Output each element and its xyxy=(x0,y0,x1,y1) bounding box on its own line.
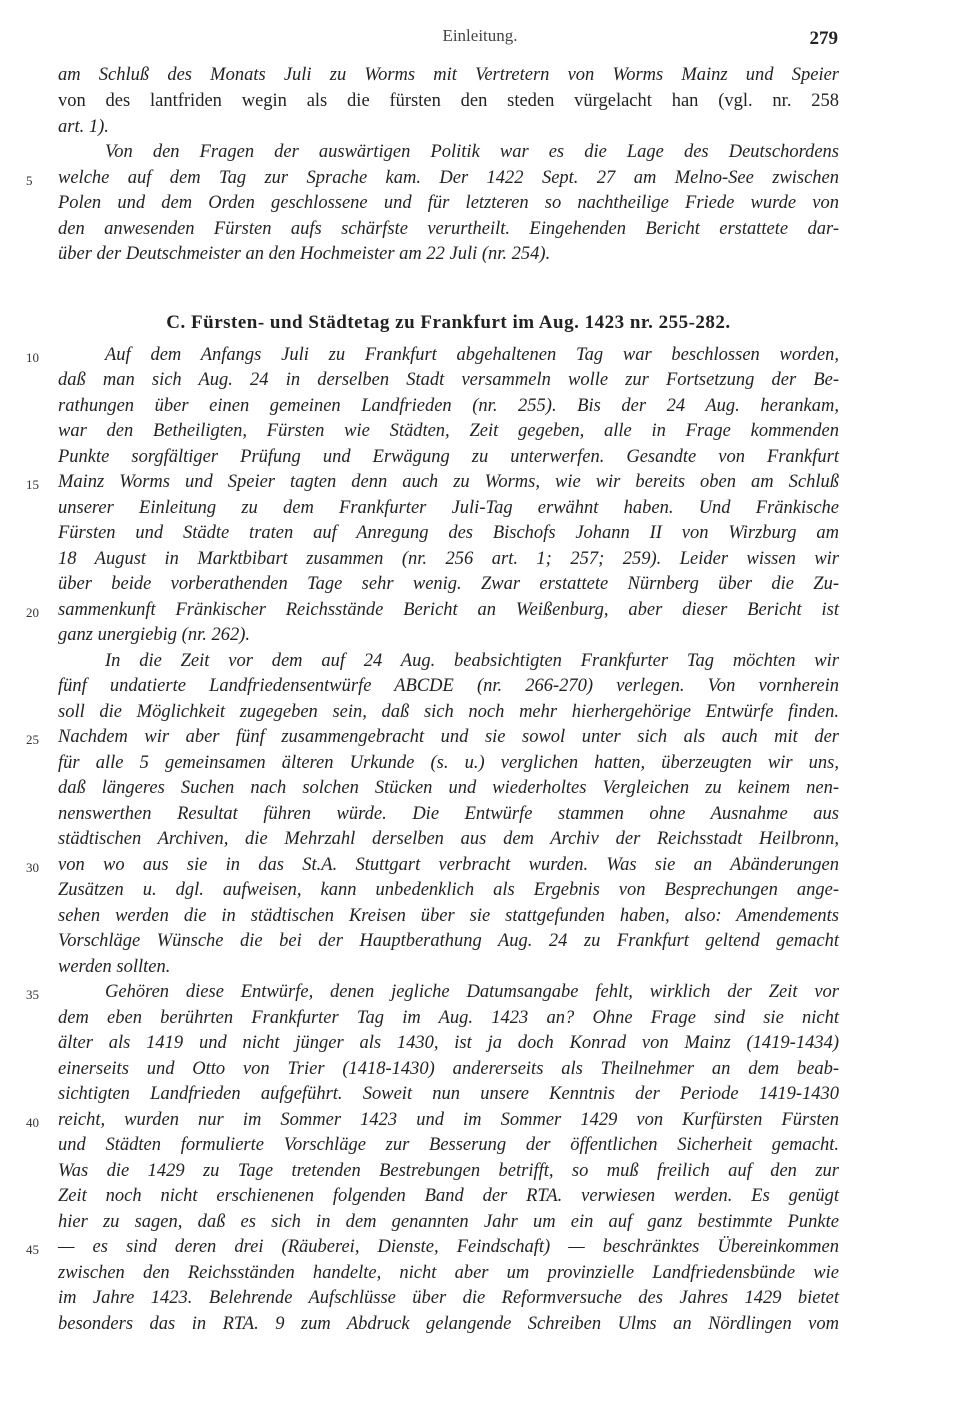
text-line: — es sind deren drei (Räuberei, Dienste, Feindschaft) — beschränktes Übereinkommen xyxy=(58,1237,839,1257)
running-title: Einleitung. xyxy=(442,26,518,45)
running-head xyxy=(0,26,960,56)
text-line: Was die 1429 zu Tage tretenden Bestrebungen betrifft, so muß freilich auf den zur xyxy=(58,1161,839,1181)
text-line: im Jahre 1423. Belehrende Aufschlüsse über die Reformversuche des Jahres 1429 bietet xyxy=(58,1288,839,1308)
text-line: Vorschläge Wünsche die bei der Hauptberathung Aug. 24 zu Frankfurt geltend gemacht xyxy=(58,931,839,951)
line-number: 5 xyxy=(26,173,33,188)
line-number: 35 xyxy=(26,987,39,1002)
text-line: Auf dem Anfangs Juli zu Frankfurt abgehaltenen Tag war beschlossen worden, xyxy=(105,345,839,365)
text-line: den anwesenden Fürsten aufs schärfste verurtheilt. Eingehenden Bericht erstattete dar- xyxy=(58,219,839,239)
text-line: fünf undatierte Landfriedensentwürfe ABCDE (nr. 266-270) verlegen. Von vornherein xyxy=(58,676,839,696)
text-line: unserer Einleitung zu dem Frankfurter Juli-Tag erwähnt haben. Und Fränkische xyxy=(58,498,839,518)
text-line xyxy=(58,90,839,112)
text-line: einerseits und Otto von Trier (1418-1430) andererseits als Theilnehmer an dem beab- xyxy=(58,1059,839,1079)
text-line: Zeit noch nicht erschienenen folgenden Band der RTA. verwiesen werden. Es genügt xyxy=(58,1186,839,1206)
text-line: Von den Fragen der auswärtigen Politik war es die Lage des Deutschordens xyxy=(105,142,839,162)
text-line: ganz unergiebig (nr. 262). xyxy=(58,625,251,645)
text-line: dem eben berührten Frankfurter Tag im Aug. 1423 an? Ohne Frage sind sie nicht xyxy=(58,1008,839,1028)
section-heading: C. Fürsten- und Städtetag zu Frankfurt im Aug. 1423 nr. 255-282. xyxy=(166,312,731,333)
text-line: Gehören diese Entwürfe, denen jegliche Datumsangabe fehlt, wirklich der Zeit vor xyxy=(105,982,839,1002)
line-number: 15 xyxy=(26,477,39,492)
text-line: sichtigten Landfrieden aufgeführt. Soweit nun unsere Kenntnis der Periode 1419-1430 xyxy=(58,1084,839,1104)
text-line: reicht, wurden nur im Sommer 1423 und im Sommer 1429 von Kurfürsten Fürsten xyxy=(58,1110,839,1130)
text-line: Zusätzen u. dgl. aufweisen, kann unbedenklich als Ergebnis von Besprechungen ange- xyxy=(58,880,839,900)
text-line: Nachdem wir aber fünf zusammengebracht und sie sowol unter sich als auch mit der xyxy=(58,727,839,747)
text-line: älter als 1419 und nicht jünger als 1430, ist ja doch Konrad von Mainz (1419-1434) xyxy=(58,1033,839,1053)
text-line: werden sollten. xyxy=(58,957,171,977)
text-line: besonders das in RTA. 9 zum Abdruck gelangende Schreiben Ulms an Nördlingen vom xyxy=(58,1314,839,1334)
text-line: 18 August in Marktbibart zusammen (nr. 256 art. 1; 257; 259). Leider wissen wir xyxy=(58,549,839,569)
text-line: daß längeres Suchen nach solchen Stücken und wiederholtes Vergleichen zu keinem nen- xyxy=(58,778,839,798)
text-line: daß man sich Aug. 24 in derselben Stadt versammeln wolle zur Fortsetzung der Be- xyxy=(58,370,839,390)
text-line: nenswerthen Resultat führen würde. Die Entwürfe stammen ohne Ausnahme aus xyxy=(58,804,839,824)
text-line: Mainz Worms und Speier tagten denn auch zu Worms, wie wir bereits oben am Schluß xyxy=(58,472,839,492)
text-line: von wo aus sie in das St.A. Stuttgart verbracht wurden. Was sie an Abänderungen xyxy=(58,855,839,875)
text-line: sammenkunft Fränkischer Reichsstände Bericht an Weißenburg, aber dieser Bericht ist xyxy=(58,600,839,620)
line-number: 30 xyxy=(26,860,39,875)
line-number: 25 xyxy=(26,732,39,747)
line-number: 10 xyxy=(26,350,39,365)
quote-segment: von des lantfriden wegin als die fürsten den steden vürgelacht han (vgl. nr. 258 xyxy=(58,91,839,111)
text-line: Punkte sorgfältiger Prüfung und Erwägung zu unterwerfen. Gesandte von Frankfurt xyxy=(58,447,839,467)
text-line: art. 1). xyxy=(58,117,109,137)
text-line: zwischen den Reichsständen handelte, nicht aber um provinzielle Landfriedensbünde wie xyxy=(58,1263,839,1283)
text-line: am Schluß des Monats Juli zu Worms mit Vertretern von Worms Mainz und Speier xyxy=(58,65,839,85)
text-line: Polen und dem Orden geschlossene und für letzteren so nachtheilige Friede wurde von xyxy=(58,193,839,213)
text-line: und Städten formulierte Vorschläge zur Besserung der öffentlichen Sicherheit gemacht. xyxy=(58,1135,839,1155)
text-line: für alle 5 gemeinsamen älteren Urkunde (s. u.) verglichen hatten, überzeugten wir uns, xyxy=(58,753,839,773)
text-line: Fürsten und Städte traten auf Anregung des Bischofs Johann II von Wirzburg am xyxy=(58,523,839,543)
text-line: städtischen Archiven, die Mehrzahl derselben aus dem Archiv der Reichsstadt Heilbronn, xyxy=(58,829,839,849)
text-line: über beide vorberathenden Tage sehr wenig. Zwar erstattete Nürnberg über die Zu- xyxy=(58,574,839,594)
text-line: In die Zeit vor dem auf 24 Aug. beabsichtigten Frankfurter Tag möchten wir xyxy=(105,651,839,671)
line-number: 20 xyxy=(26,605,39,620)
line-number: 40 xyxy=(26,1115,39,1130)
text-line: war den Betheiligten, Fürsten wie Städten, Zeit gegeben, alle in Frage kommenden xyxy=(58,421,839,441)
text-line: sehen werden die in städtischen Kreisen über sie stattgefunden haben, also: Amendements xyxy=(58,906,839,926)
text-line: über der Deutschmeister an den Hochmeister am 22 Juli (nr. 254). xyxy=(58,244,551,264)
line-number: 45 xyxy=(26,1242,39,1257)
text-line: soll die Möglichkeit zugegeben sein, daß sich noch mehr hierhergehörige Entwürfe finden. xyxy=(58,702,839,722)
text-line: hier zu sagen, daß es sich in dem genannten Jahr um ein auf ganz bestimmte Punkte xyxy=(58,1212,839,1232)
text-line: rathungen über einen gemeinen Landfrieden (nr. 255). Bis der 24 Aug. herankam, xyxy=(58,396,839,416)
page-number: 279 xyxy=(809,28,838,49)
text-line: welche auf dem Tag zur Sprache kam. Der 1422 Sept. 27 am Melno-See zwischen xyxy=(58,168,839,188)
